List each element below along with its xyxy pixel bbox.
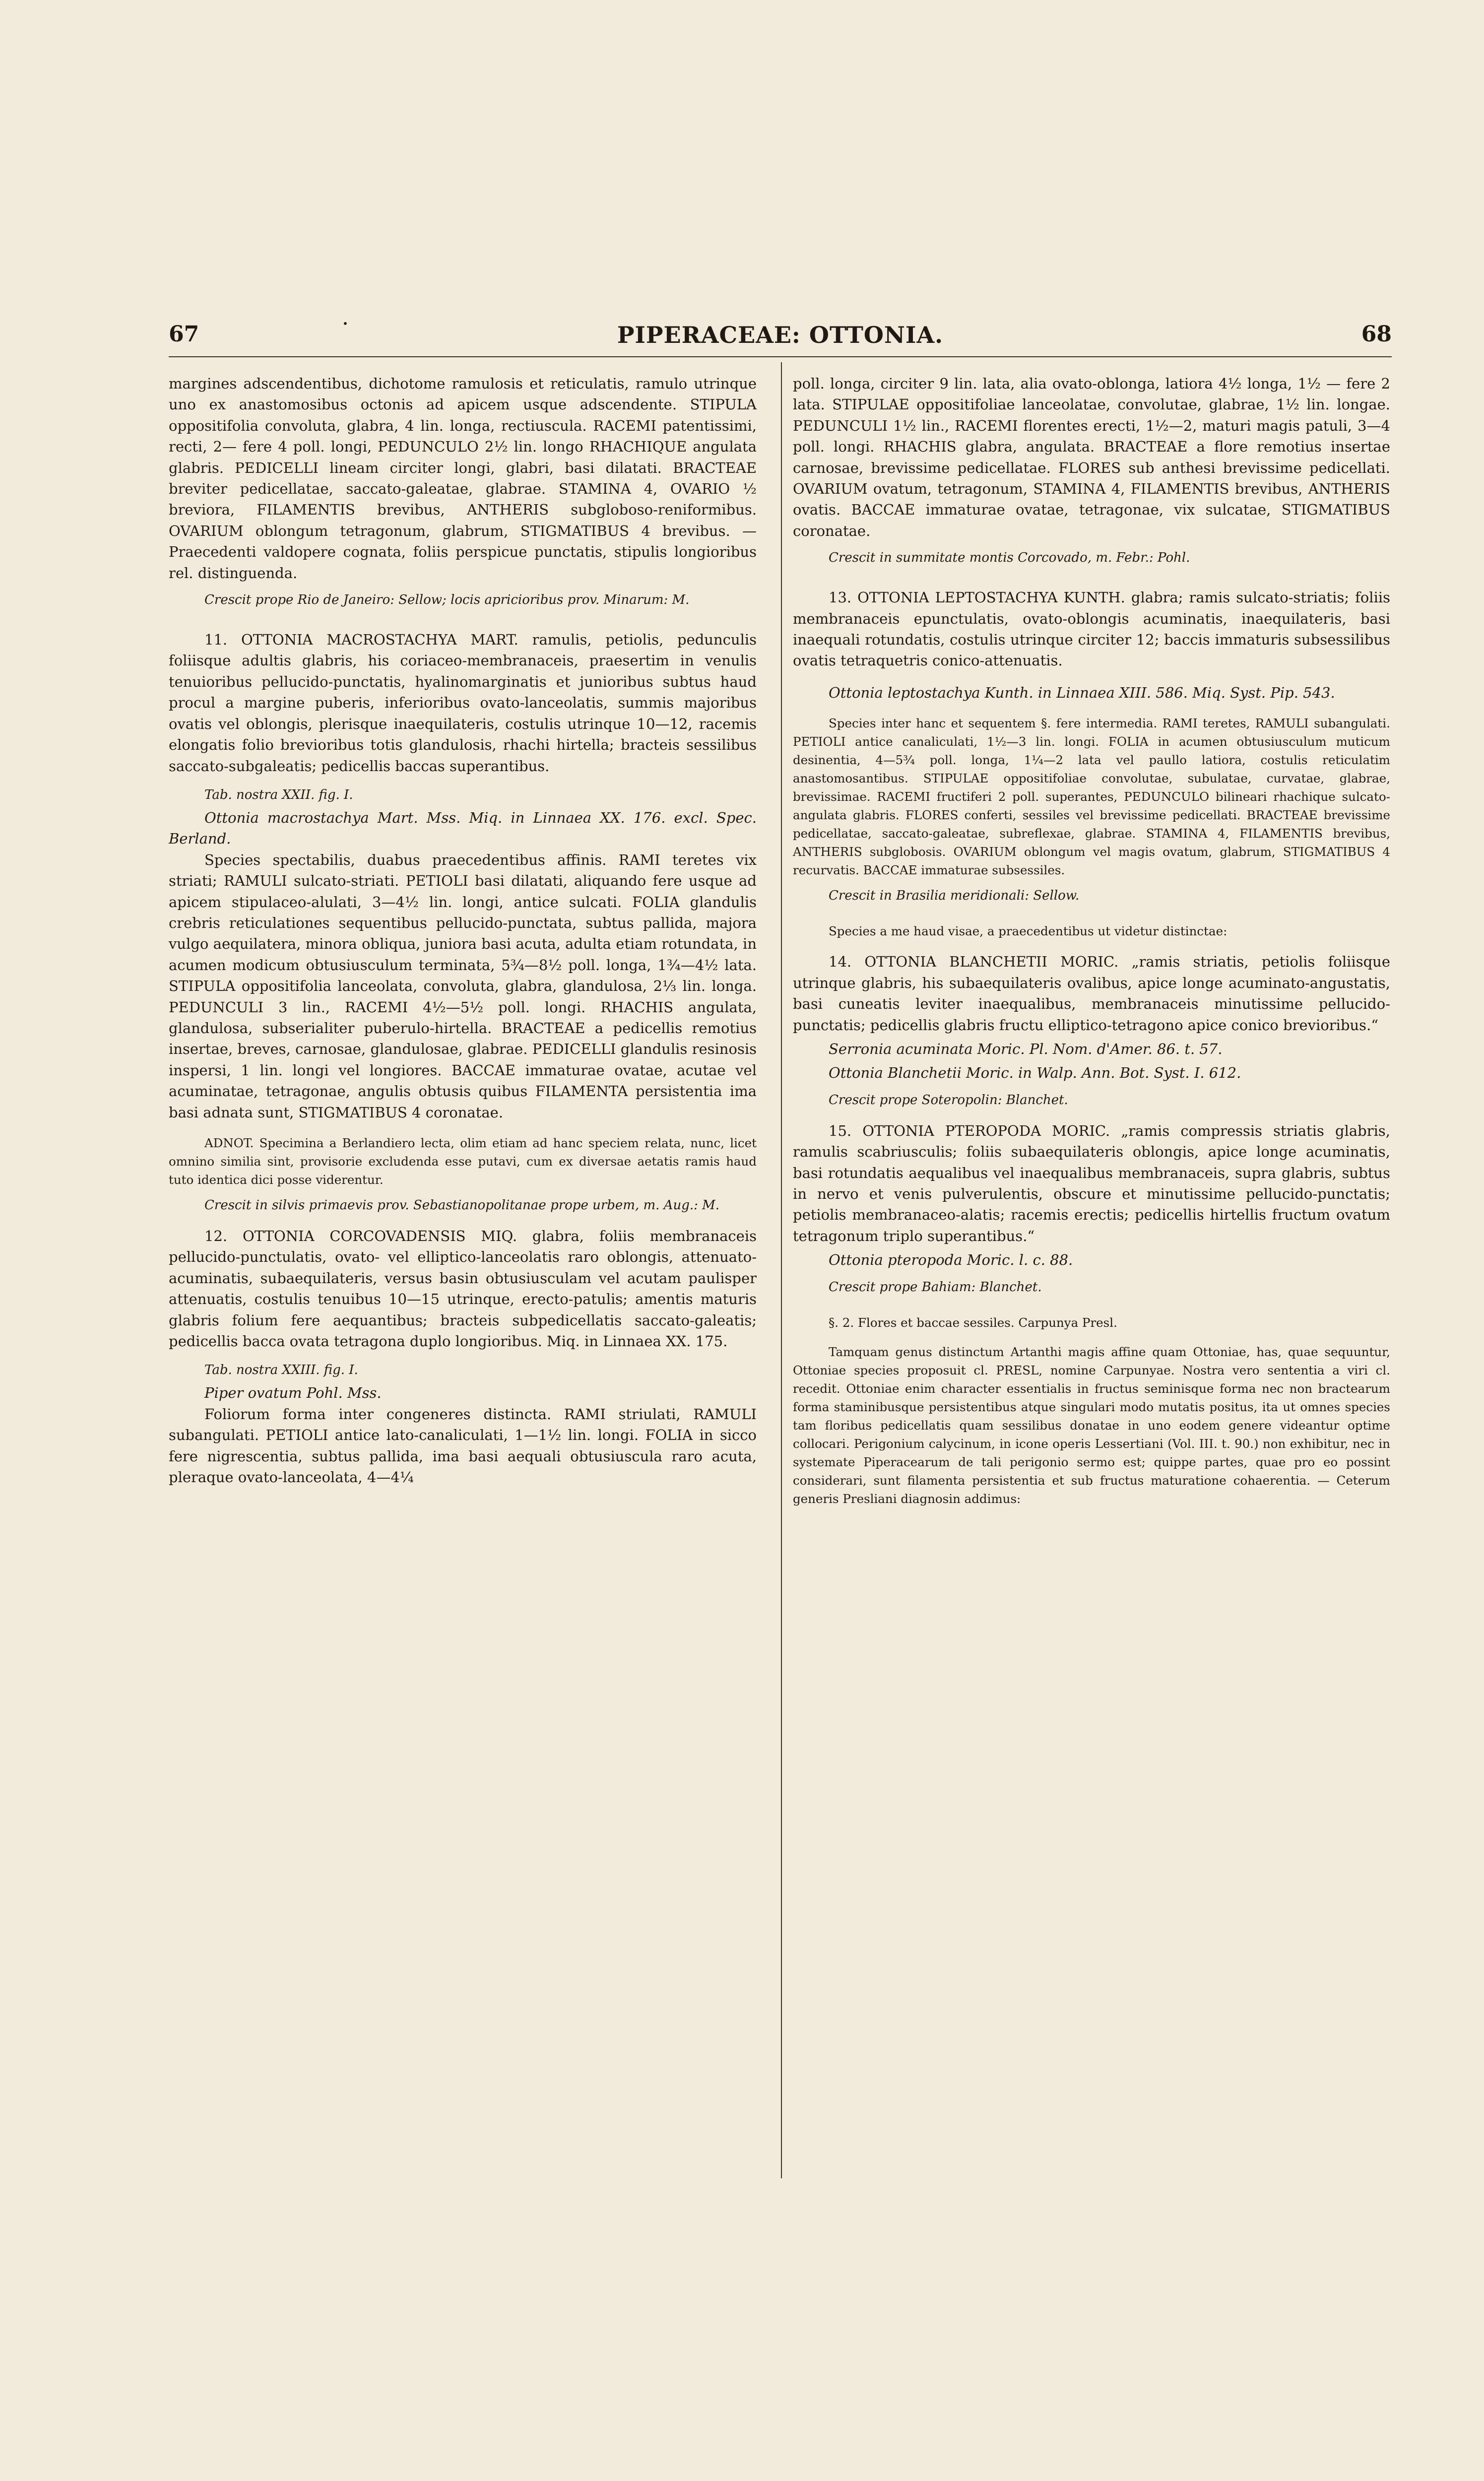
plate-reference: Tab. nostra XXII. fig. I.	[204, 787, 353, 802]
synonym-citation: Ottonia pteropoda Moric. l. c. 88.	[829, 1251, 1073, 1269]
left-column	[169, 373, 757, 1488]
paragraph: Tamquam genus distinctum Artanthi magis affine quam Ottoniae, has, quae sequuntur, Ottoniae species proposuit cl. PRESL, nomine Carpunyae. Nostra vero sententia a viri cl. recedit. Ottoniae enim character essentialis in fructus seminisque forma nec non bractearum forma staminibusque persistentibus atque singulari modo mutatis positus, ita ut omnes species tam floribus pedicellatis quam sessilibus donatae in uno eodem genere videantur optime collocari. Perigonium calycinum, in icone operis Lessertiani (Vol. III. t. 90.) non exhibitur, nec in systemate Piperacearum de tali perigonio sermo est; quippe partes, quae pro eo possint considerari, sunt filamenta persistentia et sub fructus maturatione cohaerentia. — Ceterum generis Presliani diagnosin addimus:	[793, 1344, 1390, 1506]
paragraph: Species spectabilis, duabus praecedentibus affinis. RAMI teretes vix striati; RAMULI sulcato-striati. PETIOLI basi dilatati, aliquando fere usque ad apicem stipulaceo-alulati, 3—4½ lin. longi, antice sulcati. FOLIA glandulis crebris reticulationes sequentibus pellucido-punctata, subtus pallida, majora vulgo aequilatera, minora obliqua, juniora basi acuta, adulta etiam rotundata, in acumen modicum obtusiusculum terminata, 5¾—8½ poll. longa, 1¾—4½ lata. STIPULA oppositifolia lanceolata, convoluta, glabra, glandulosa, 2⅓ lin. longa. PEDUNCULI 3 lin., RACEMI 4½—5½ poll. longi. RHACHIS angulata, glandulosa, subserialiter puberulo-hirtella. BRACTEAE a pedicellis remotius insertae, breves, carnosae, glandulosae, glabrae. PEDICELLI glandulis resinosis inspersi, 1 lin. longi vel longiores. BACCAE immaturae ovatae, acutae vel acuminatae, tetragonae, angulis obtusis quibus FILAMENTA persistentia ima basi adnata sunt, STIGMATIBUS 4 coronatae.	[169, 851, 757, 1121]
locality-note: Crescit in Brasilia meridionali: Sellow.	[829, 888, 1080, 904]
description-small: Species inter hanc et sequentem §. fere intermedia. RAMI teretes, RAMULI subangulati. PETIOLI antice canaliculati, 1½—3 lin. longi. FOLIA in acumen obtusiusculum muticum desinentia, 4—5¾ poll. longa, 1¼—2 lata vel paullo latiora, costulis reticulatim anastomosantibus. STIPULAE oppositifoliae convolutae, subulatae, curvatae, glabrae, brevissimae. RACEMI fructiferi 2 poll. superantes, PEDUNCULO bilineari rhachique sulcato-angulata glabris. FLORES conferti, sessiles vel brevissime pedicellati. BRACTEAE brevissime pedicellatae, saccato-galeatae, subreflexae, glabrae. STAMINA 4, FILAMENTIS brevibus, ANTHERIS subglobosis. OVARIUM oblongum vel magis ovatum, glabrum, STIGMATIBUS 4 recurvatis. BACCAE immaturae subsessiles.	[793, 716, 1390, 878]
note: Species a me haud visae, a praecedentibus ut videtur distinctae:	[829, 924, 1227, 939]
species-12-diagnosis: 12. OTTONIA CORCOVADENSIS MIQ. glabra, foliis membranaceis pellucido-punctulatis, ovato- vel elliptico-lanceolatis raro oblongis, attenuato-acuminatis, subaequilateris, versus basin obtusiusculam vel acutam paulisper attenuatis, costulis tenuibus 10—15 utrinque, erecto-patulis; amentis maturis glabris folium fere aequantibus; bracteis subpedicellatis saccato-galeatis; pedicellis bacca ovata tetragona duplo longioribus. Miq. in Linnaea XX. 175.	[169, 1228, 757, 1350]
paragraph: Foliorum forma inter congeneres distincta. RAMI striulati, RAMULI subangulati. PETIOLI antice lato-canaliculati, 1—1½ lin. longi. FOLIA in sicco fere nigrescentia, subtus pallida, ima basi aequali obtusiuscula raro acuta, pleraque ovato-lanceolata, 4—4¼	[169, 1405, 757, 1486]
print-mark: •	[342, 318, 348, 329]
right-column	[793, 373, 1390, 1508]
synonym-citation: Ottonia leptostachya Kunth. in Linnaea XIII. 586. Miq. Syst. Pip. 543.	[829, 684, 1335, 701]
species-11-diagnosis: 11. OTTONIA MACROSTACHYA MART. ramulis, petiolis, pedunculis foliisque adultis glabris, his coriaceo-membranaceis, praesertim in venulis tenuioribus pellucido-punctatis, hyalinomarginatis et junioribus subtus haud procul a margine puberis, inferioribus ovato-lanceolatis, summis majoribus ovatis vel oblongis, plerisque inaequilateris, costulis utrinque 10—12, racemis elongatis folio brevioribus totis glandulosis, rhachi hirtella; bracteis sessilibus saccato-subgaleatis; pedicellis baccas superantibus.	[169, 631, 757, 775]
running-header	[169, 322, 1392, 351]
locality-note: Crescit prope Bahiam: Blanchet.	[829, 1279, 1042, 1295]
page-number-right: 68	[1361, 322, 1392, 347]
species-14-diagnosis: 14. OTTONIA BLANCHETII MORIC. „ramis striatis, petiolis foliisque utrinque glabris, his subaequilateris ovalibus, apice longe acuminato-angustatis, basi cuneatis leviter inaequalibus, membranaceis minutissime pellucido-punctatis; pedicellis glabris fructu elliptico-tetragono apice conico brevioribus.“	[793, 953, 1390, 1034]
header-rule	[169, 356, 1392, 357]
locality-note: Crescit prope Rio de Janeiro: Sellow; locis apricioribus prov. Minarum: M.	[204, 592, 690, 608]
paragraph: poll. longa, circiter 9 lin. lata, alia ovato-oblonga, latiora 4½ longa, 1½ — fere 2 lata. STIPULAE oppositifoliae lanceolatae, convolutae, glabrae, 1½ lin. longae. PEDUNCULI 1½ lin., RACEMI florentes erecti, 1½—2, maturi magis patuli, 3—4 poll. longi. RHACHIS glabra, angulata. BRACTEAE a flore remotius insertae carnosae, brevissime pedicellatae. FLORES sub anthesi brevissime pedicellati. OVARIUM ovatum, tetragonum, STAMINA 4, FILAMENTIS brevibus, ANTHERIS ovatis. BACCAE immaturae ovatae, tetragonae, vix sulcatae, STIGMATIBUS coronatae.	[793, 375, 1390, 539]
synonym-citation: Serronia acuminata Moric. Pl. Nom. d'Amer. 86. t. 57.	[829, 1040, 1223, 1057]
species-15-diagnosis: 15. OTTONIA PTEROPODA MORIC. „ramis compressis striatis glabris, ramulis scabriusculis; foliis subaequilateris oblongis, apice longe acuminatis, basi rotundatis aequalibus vel inaequalibus membranaceis, supra glabris, subtus in nervo et venis pulverulentis, obscure et minutissime pellucido-punctatis; petiolis membranaceo-alatis; racemis erectis; pedicellis hirtellis fructum ovatum tetragonum triplo superantibus.“	[793, 1122, 1390, 1244]
paragraph: margines adscendentibus, dichotome ramulosis et reticulatis, ramulo utrinque uno ex anastomosibus octonis ad apicem usque adscendente. STIPULA oppositifolia convoluta, glabra, 4 lin. longa, rectiuscula. RACEMI patentissimi, recti, 2— fere 4 poll. longi, PEDUNCULO 2½ lin. longo RHACHIQUE angulata glabris. PEDICELLI lineam circiter longi, glabri, basi dilatati. BRACTEAE breviter pedicellatae, saccato-galeatae, glabrae. STAMINA 4, OVARIO ½ breviora, FILAMENTIS brevibus, ANTHERIS subgloboso-reniformibus. OVARIUM oblongum tetragonum, glabrum, STIGMATIBUS 4 brevibus. — Praecedenti valdopere cognata, foliis perspicue punctatis, stipulis longioribus rel. distinguenda.	[169, 375, 757, 582]
annotation: ADNOT. Specimina a Berlandiero lecta, olim etiam ad hanc speciem relata, nunc, licet omnino similia sint, provisorie excludenda esse putavi, cum ex diversae aetatis ramis haud tuto identica dici posse viderentur.	[169, 1136, 757, 1187]
locality-note: Crescit in silvis primaevis prov. Sebastianopolitanae prope urbem, m. Aug.: M.	[204, 1198, 720, 1213]
synonym-citation: Ottonia Blanchetii Moric. in Walp. Ann. Bot. Syst. I. 612.	[829, 1064, 1241, 1082]
locality-note: Crescit prope Soteropolin: Blanchet.	[829, 1092, 1068, 1108]
synonym-citation: Piper ovatum Pohl. Mss.	[204, 1384, 382, 1402]
species-13-diagnosis: 13. OTTONIA LEPTOSTACHYA KUNTH. glabra; ramis sulcato-striatis; foliis membranaceis epunctulatis, ovato-oblongis acuminatis, inaequilateris, basi inaequali rotundatis, costulis utrinque circiter 12; baccis immaturis subsessilibus ovatis tetraquetris conico-attenuatis.	[793, 589, 1390, 669]
section-heading: §. 2. Flores et baccae sessiles. Carpunya Presl.	[829, 1315, 1117, 1330]
running-title: PIPERACEAE: OTTONIA.	[617, 322, 944, 348]
page-number-left: 67	[169, 322, 199, 347]
synonym-citation: Ottonia macrostachya Mart. Mss. Miq. in Linnaea XX. 176. excl. Spec. Berland.	[169, 809, 757, 848]
locality-note: Crescit in summitate montis Corcovado, m. Febr.: Pohl.	[829, 550, 1190, 566]
column-divider	[781, 362, 782, 2178]
plate-reference: Tab. nostra XXIII. fig. I.	[204, 1363, 358, 1378]
